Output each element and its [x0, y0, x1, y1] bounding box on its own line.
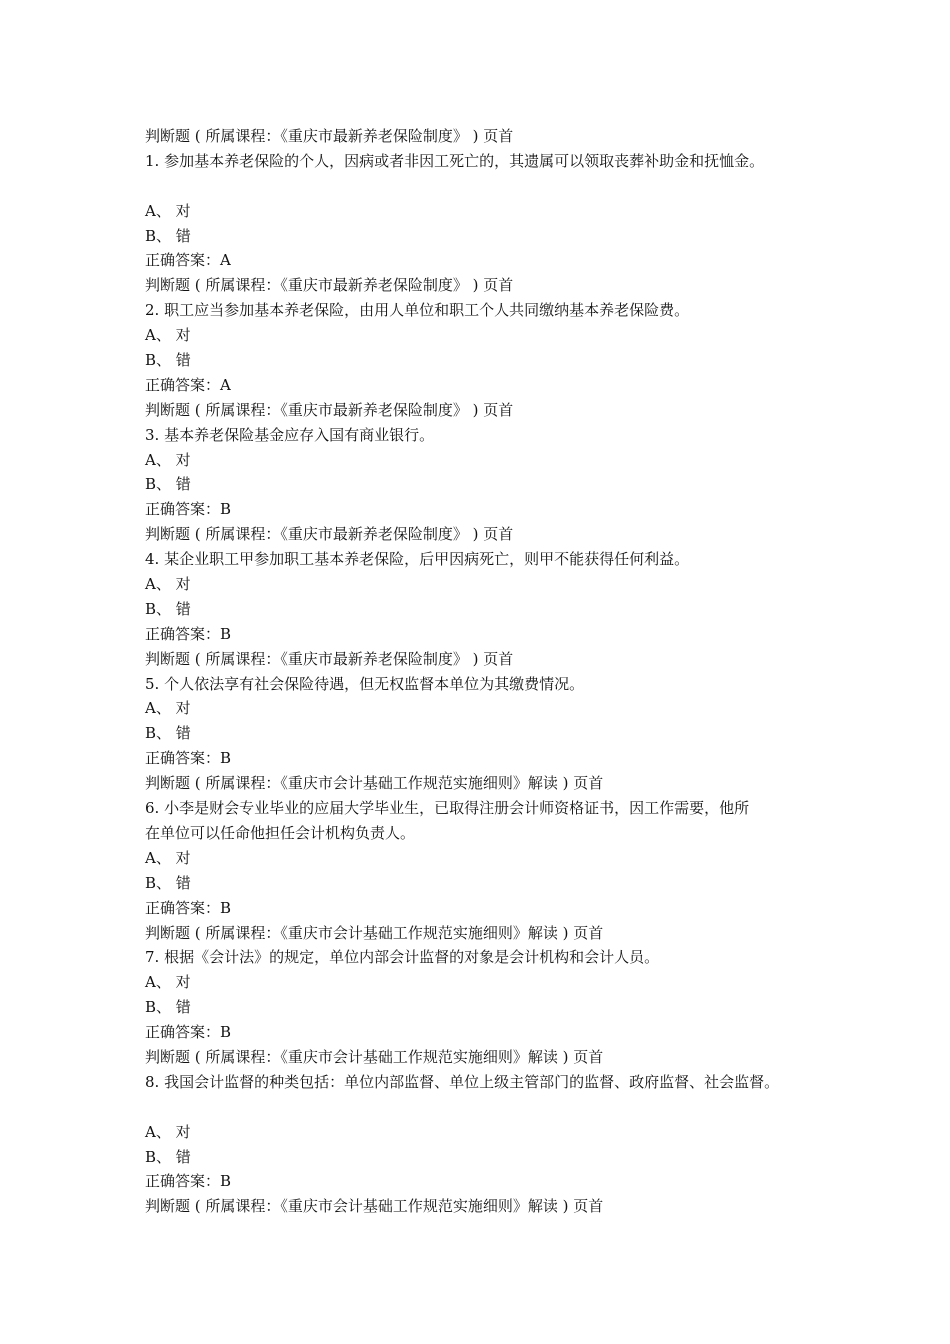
question-text: 1. 参加基本养老保险的个人，因病或者非因工死亡的，其遗属可以领取丧葬补助金和抚恤金。 — [145, 151, 765, 170]
option-a: A、 对 — [145, 450, 191, 469]
option-b: B、 错 — [145, 1147, 191, 1166]
section-header: 判断题 ( 所属课程：《重庆市会计基础工作规范实施细则》解读 ) 页首 — [145, 1197, 604, 1216]
correct-answer: 正确答案：B — [145, 749, 232, 768]
spacer — [145, 1095, 835, 1120]
option-a: A、 对 — [145, 326, 191, 345]
correct-answer: 正确答案：B — [145, 624, 232, 643]
option-b: B、 错 — [145, 351, 191, 370]
correct-answer: 正确答案：B — [145, 1023, 232, 1042]
correct-answer: 正确答案：B — [145, 1172, 232, 1191]
option-b: B、 错 — [145, 873, 191, 892]
question-text-line2: 在单位可以任命他担任会计机构负责人。 — [145, 823, 416, 842]
option-b: B、 错 — [145, 724, 191, 743]
section-header: 判断题 ( 所属课程：《重庆市最新养老保险制度》 ) 页首 — [145, 127, 514, 145]
option-a: A、 对 — [145, 699, 191, 718]
section-header: 判断题 ( 所属课程：《重庆市最新养老保险制度》 ) 页首 — [145, 649, 514, 668]
section-header: 判断题 ( 所属课程：《重庆市会计基础工作规范实施细则》解读 ) 页首 — [145, 774, 604, 793]
option-b: B、 错 — [145, 998, 191, 1017]
question-text: 7. 根据《会计法》的规定，单位内部会计监督的对象是会计机构和会计人员。 — [145, 948, 660, 967]
section-header: 判断题 ( 所属课程：《重庆市最新养老保险制度》 ) 页首 — [145, 400, 514, 419]
spacer — [145, 174, 835, 199]
option-a: A、 对 — [145, 973, 191, 992]
question-text-line1: 6. 小李是财会专业毕业的应届大学毕业生，已取得注册会计师资格证书，因工作需要，他所 — [145, 799, 750, 818]
section-header: 判断题 ( 所属课程：《重庆市会计基础工作规范实施细则》解读 ) 页首 — [145, 923, 604, 942]
option-a: A、 对 — [145, 1122, 191, 1141]
correct-answer: 正确答案：B — [145, 898, 232, 917]
option-a: A、 对 — [145, 201, 191, 220]
question-text: 2. 职工应当参加基本养老保险，由用人单位和职工个人共同缴纳基本养老保险费。 — [145, 301, 690, 320]
document-page — [145, 124, 835, 1219]
option-a: A、 对 — [145, 575, 191, 594]
section-header: 判断题 ( 所属课程：《重庆市最新养老保险制度》 ) 页首 — [145, 525, 514, 544]
option-b: B、 错 — [145, 226, 191, 245]
correct-answer: 正确答案：B — [145, 500, 232, 519]
option-a: A、 对 — [145, 848, 191, 867]
correct-answer: 正确答案：A — [145, 375, 231, 394]
question-text: 4. 某企业职工甲参加职工基本养老保险，后甲因病死亡，则甲不能获得任何利益。 — [145, 550, 690, 569]
option-b: B、 错 — [145, 475, 191, 494]
question-text: 3. 基本养老保险基金应存入国有商业银行。 — [145, 425, 435, 444]
option-b: B、 错 — [145, 599, 191, 618]
section-header: 判断题 ( 所属课程：《重庆市会计基础工作规范实施细则》解读 ) 页首 — [145, 1047, 604, 1066]
question-text: 8. 我国会计监督的种类包括：单位内部监督、单位上级主管部门的监督、政府监督、社会监督。 — [145, 1072, 780, 1091]
section-header: 判断题 ( 所属课程：《重庆市最新养老保险制度》 ) 页首 — [145, 276, 514, 295]
question-text: 5. 个人依法享有社会保险待遇，但无权监督本单位为其缴费情况。 — [145, 674, 585, 693]
correct-answer: 正确答案：A — [145, 251, 231, 270]
